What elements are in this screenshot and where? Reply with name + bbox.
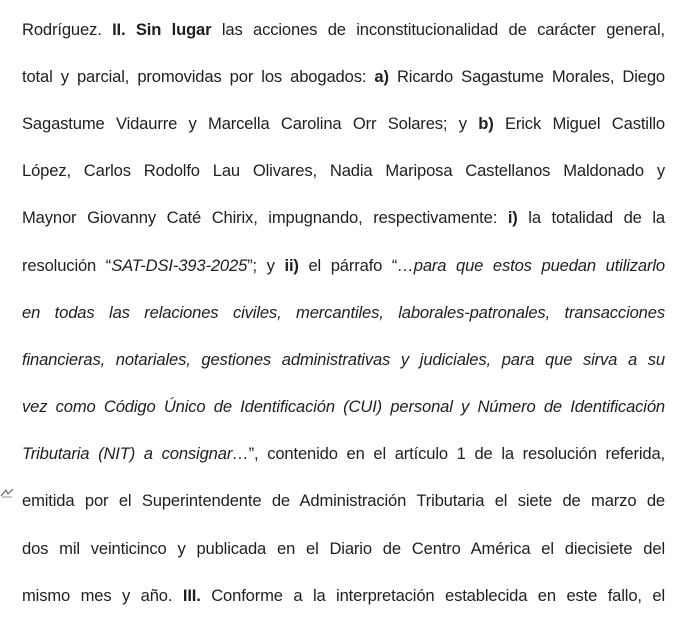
text-run: ”, contenido en el artículo 1 de la resolución referida,: [248, 444, 666, 463]
text-line: [22, 65, 665, 89]
text-run: el párrafo “: [298, 256, 398, 275]
text-line: [22, 442, 665, 466]
margin-stamp-mark: [0, 488, 14, 498]
text-run: emitida por el Superintendente de Administración Tributaria el siete de marzo de: [22, 491, 665, 510]
text-run: ii): [284, 256, 299, 275]
text-run: SAT-DSI-393-2025: [111, 256, 248, 275]
text-line: [22, 584, 665, 608]
text-line: [22, 348, 665, 372]
text-run: Tributaria (NIT) a consignar…: [22, 444, 249, 463]
text-run: Rodríguez.: [22, 20, 113, 39]
text-run: i): [507, 208, 518, 227]
text-run: Conforme a la interpretación establecida en este fallo, el: [200, 586, 665, 605]
text-run: Sagastume Vidaurre y Marcella Carolina Orr Solares; y: [22, 114, 479, 133]
text-run: III.: [182, 586, 201, 605]
text-line: [22, 395, 665, 419]
text-run: resolución “: [22, 256, 112, 275]
text-run: financieras, notariales, gestiones administrativas y judiciales, para que sirva a su: [22, 350, 665, 369]
text-line: [22, 301, 665, 325]
text-run: la totalidad de la: [517, 208, 665, 227]
text-run: b): [478, 114, 494, 133]
text-run: a): [374, 67, 389, 86]
text-run: dos mil veinticinco y publicada en el Diario de Centro América el diecisiete del: [22, 539, 665, 558]
text-run: …para que estos puedan utilizarlo: [397, 256, 665, 275]
text-line: [22, 537, 665, 561]
text-run: López, Carlos Rodolfo Lau Olivares, Nadia Mariposa Castellanos Maldonado y: [22, 161, 665, 180]
text-line: [22, 159, 665, 183]
text-run: ”; y: [247, 256, 285, 275]
text-line: [22, 489, 665, 513]
text-run: total y parcial, promovidas por los abogados:: [22, 67, 375, 86]
text-run: II. Sin lugar: [112, 20, 212, 39]
text-line: [22, 112, 665, 136]
text-run: Erick Miguel Castillo: [493, 114, 665, 133]
document-page: [22, 0, 665, 634]
text-run: vez como Código Único de Identificación (CUI) personal y Número de Identificación: [22, 397, 665, 416]
text-line: [22, 18, 665, 42]
text-run: en todas las relaciones civiles, mercantiles, laborales-patronales, transacciones: [22, 303, 665, 322]
text-run: las acciones de inconstitucionalidad de carácter general,: [211, 20, 665, 39]
text-line: [22, 254, 665, 278]
text-run: Maynor Giovanny Caté Chirix, impugnando, respectivamente:: [22, 208, 508, 227]
text-run: Ricardo Sagastume Morales, Diego: [388, 67, 665, 86]
text-line: [22, 206, 665, 230]
text-run: mismo mes y año.: [22, 586, 183, 605]
